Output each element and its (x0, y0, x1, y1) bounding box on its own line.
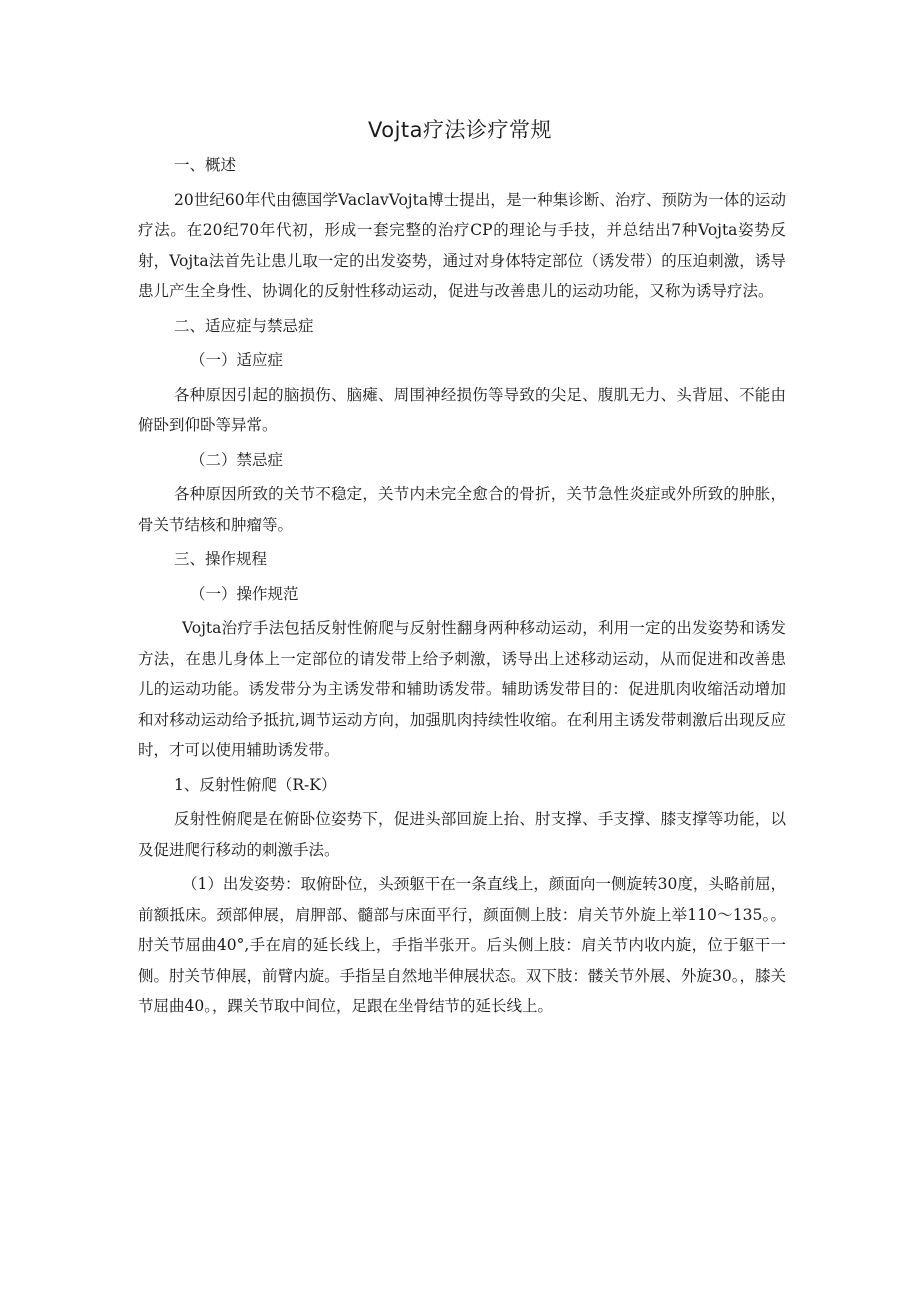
section-heading-procedure: 三、操作规程 (174, 550, 268, 568)
paragraph-procedure: Vojta治疗手法包括反射性俯爬与反射性翻身两种移动运动，利用一定的出发姿势和诱发方法，在患儿身体上一定部位的请发带上给予刺激，诱导出上述移动运动，从而促进和改善患儿的运动功能。诱发带分为主诱发带和辅助诱发带。辅助诱发带目的：促进肌肉收缩活动增加和对移动运动给予抵抗,调节运动方向，加强肌肉持续性收缩。在利用主诱发带刺激后出现反应时，才可以使用辅助诱发带。 (138, 619, 786, 759)
paragraph-contraindications: 各种原因所致的关节不稳定，关节内未完全愈合的骨折，关节急性炎症或外所致的肿胀，骨关节结核和肿瘤等。 (138, 485, 786, 534)
paragraph-reflex-crawling: 反射性俯爬是在俯卧位姿势下，促进头部回旋上抬、肘支撑、手支撑、膝支撑等功能，以及促进爬行移动的刺激手法。 (138, 810, 786, 859)
document-body (138, 150, 786, 1026)
paragraph-indications: 各种原因引起的脑损伤、脑瘫、周围神经损伤等导致的尖足、腹肌无力、头背屈、不能由俯卧到仰卧等异常。 (138, 385, 786, 434)
section-heading-overview: 一、概述 (174, 156, 237, 174)
subsection-heading-reflex-crawling: 1、反射性俯爬（R-K） (174, 775, 337, 794)
paragraph-start-posture: （1）出发姿势：取俯卧位，头颈躯干在一条直线上，颜面向一侧旋转30度，头略前屈，前额抵床。颈部伸展，肩胛部、髓部与床面平行，颜面侧上肢：肩关节外旋上举110～135。。肘关节屈曲40°,手在肩的延长线上，手指半张开。后头侧上肢：肩关节内收内旋，位于躯干一侧。肘关节伸展，前臂内旋。手指呈自然地半伸展状态。双下肢：髅关节外展、外旋30。，膝关节屈曲40。，踝关节取中间位，足跟在坐骨结节的延长线上。 (138, 875, 786, 1015)
section-heading-indications: 二、适应症与禁忌症 (174, 316, 314, 335)
document-title: Vojta疗法诊疗常规 (367, 118, 553, 142)
paragraph-overview: 20世纪60年代由德国学VaclavVojta博士提出，是一种集诊断、治疗、预防为一体的运动疗法。在20纪70年代初，形成一套完整的治疗CP的理论与手技，并总结出7种Vojta姿势反射，Vojta法首先让患儿取一定的出发姿势，通过对身体特定部位（诱发带）的压迫刺激，诱导患儿产生全身性、协调化的反射性移动运动，促进与改善患儿的运动功能，又称为诱导疗法。 (138, 190, 786, 300)
subsection-heading-contraindications: （二）禁忌症 (190, 450, 284, 469)
subsection-heading-procedure: （一）操作规范 (190, 584, 299, 603)
subsection-heading-indications: （一）适应症 (190, 351, 284, 369)
